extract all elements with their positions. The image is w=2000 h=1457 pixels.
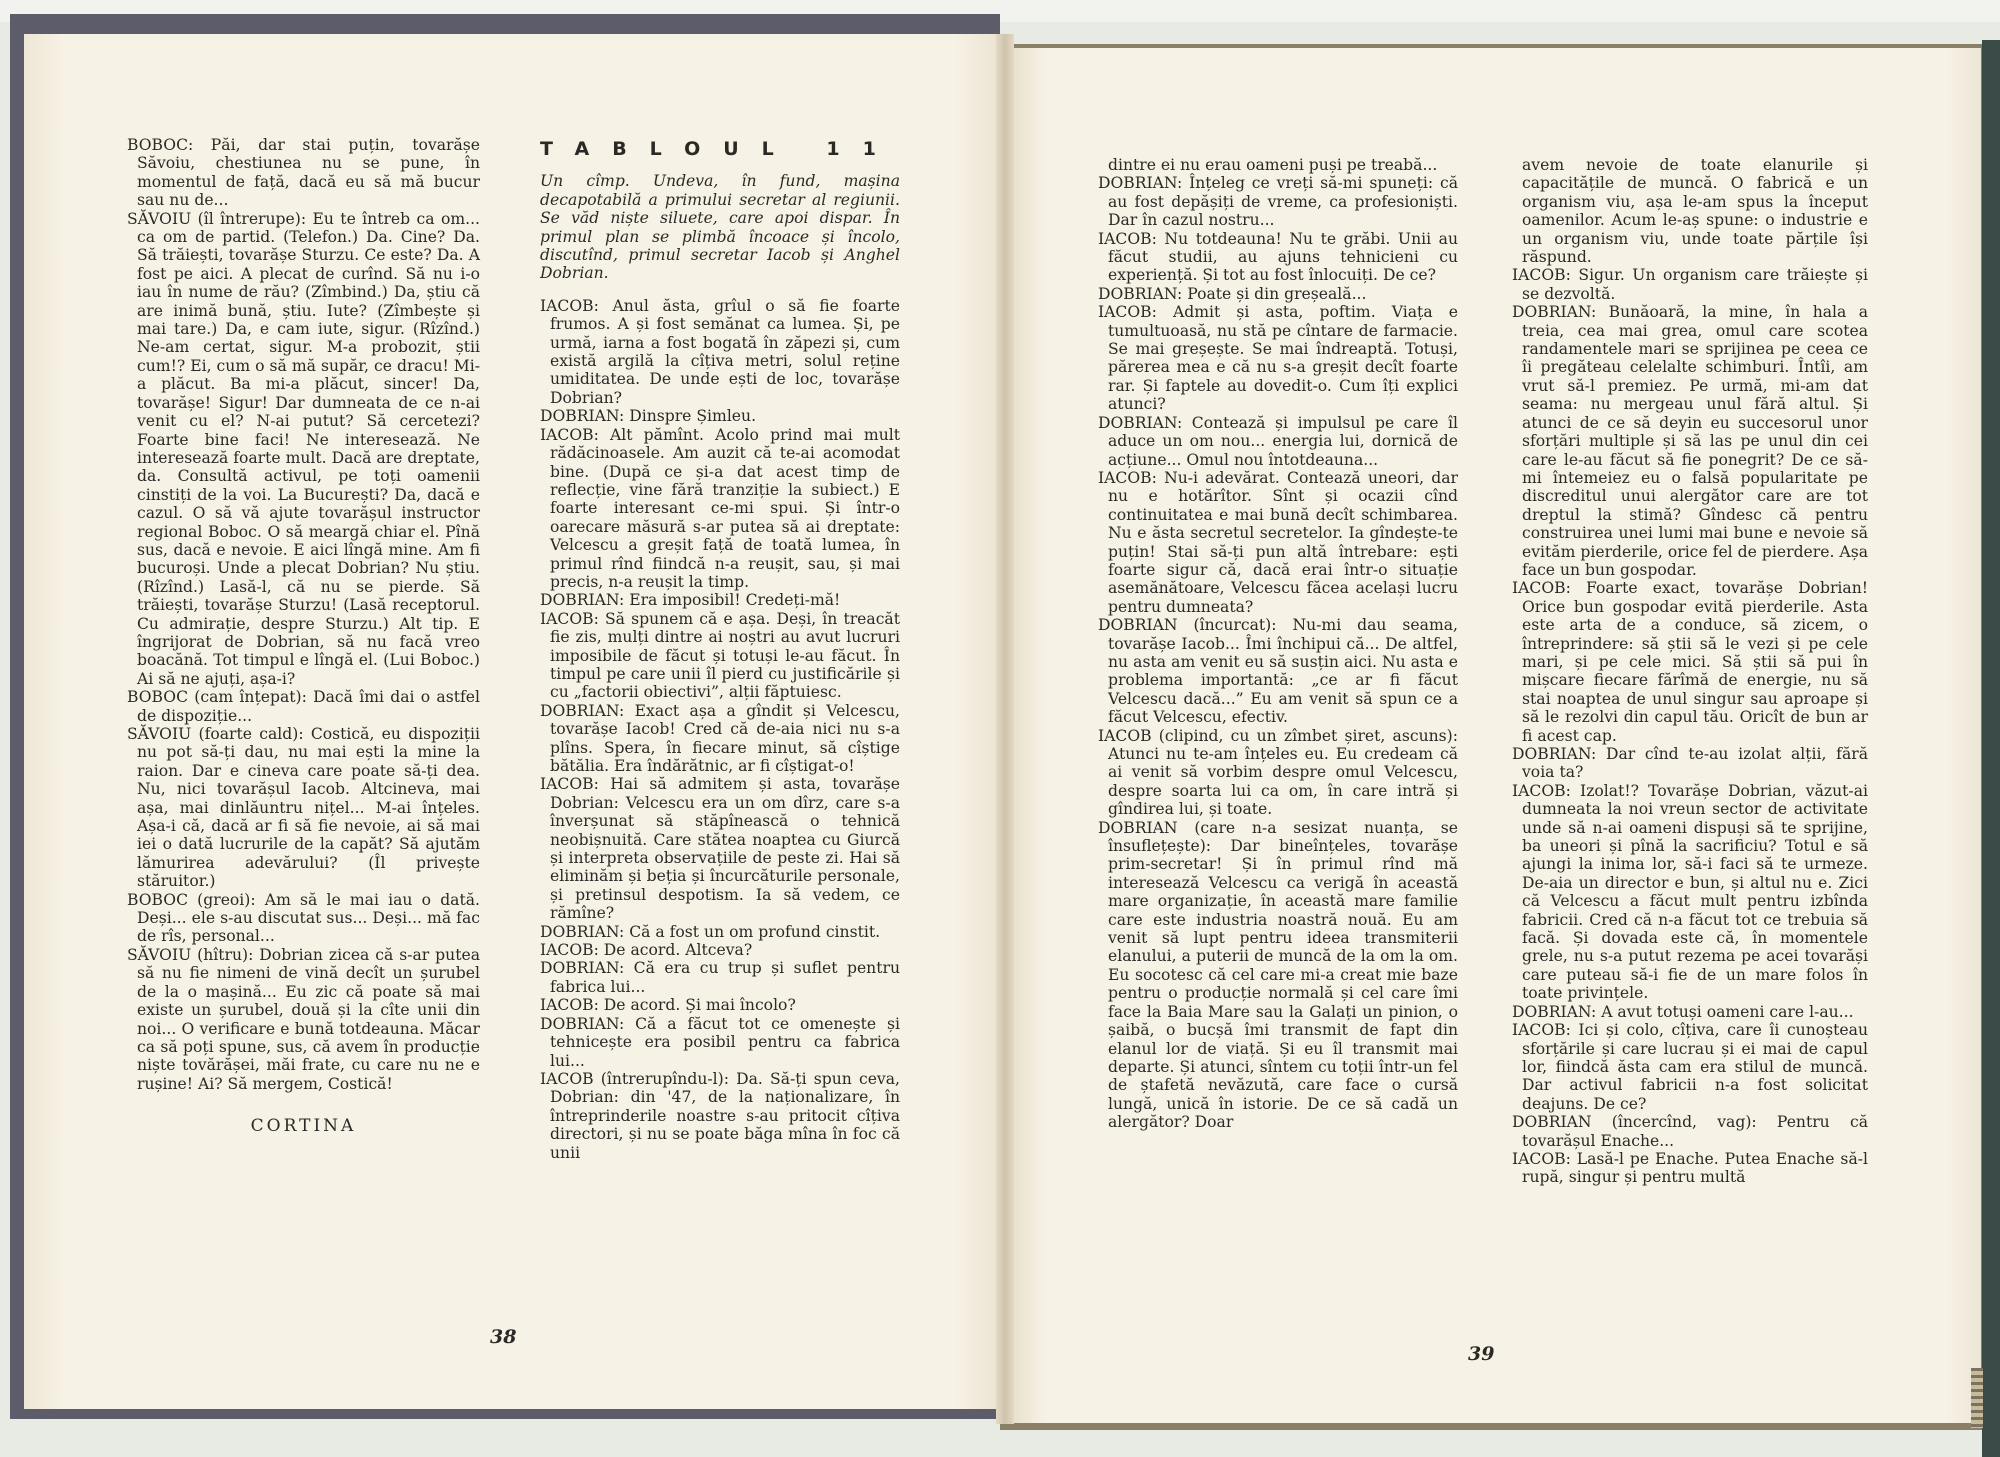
dialogue-line: avem nevoie de toate elanurile și capacitățile de muncă. O fabrică e un organism viu, așa le-am spus la început oamenilor. Acum le-aș spune: o industrie e un organism viu, unde toate părțile își răspund. [1522, 156, 1868, 267]
dialogue-line: IACOB: Anul ăsta, grîul o să fie foarte frumos. A și fost semănat ca lumea. Și, pe urmă, iarna a fost bogată în zăpezi și, cum există argilă la cîțiva metri, solul reține umiditatea. De unde ești de loc, tovarășe Dobrian? [540, 296, 900, 407]
dialogue-line: IACOB: Sigur. Un organism care trăiește și se dezvoltă. [1512, 266, 1868, 303]
dialogue-line: IACOB: Alt pămînt. Acolo prind mai mult rădăcinoasele. Am auzit că te-ai acomodat bine. (După ce și-a dat acest timp de reflecție, vine fără tranziție la subiect.) E foarte interesant ce-mi spui. Și într-o oarecare măsură s-ar putea să ai dreptate: Velcescu a greșit față de toată lumea, în primul rînd fiindcă n-a reușit, sau, și mai precis, n-a reușit la timp. [540, 425, 900, 591]
dialogue-line: DOBRIAN: Dar cînd te-au izolat alții, fără voia ta? [1512, 745, 1868, 782]
stage-direction: Un cîmp. Undeva, în fund, mașina decapotabilă a primului secretar al regiunii. Se văd niște siluete, care apoi dispar. În primul plan se plimbă încoace și încolo, discutînd, primul secretar Iacob și Anghel Dobrian. [540, 172, 900, 283]
dialogue-line: IACOB: De acord. Și mai încolo? [540, 996, 796, 1015]
dialogue-line: DOBRIAN (care n-a sesizat nuanța, se însuflețește): Dar bineînțeles, tovarășe prim-secretar! Și în primul rînd mă interesează Velcescu ca verigă în această mare organizație, în această mare familie care este industria noastră nouă. Eu am venit să lupt pentru ideea transmiterii elanului, a puterii de muncă de la om la om. Eu socotesc că cel care mi-a creat mie baze pentru o producție normală și cel care îmi face la Baia Mare sau la Galați un pinion, o șaibă, o bucșă îmi transmit de fapt din elanul lor de viață. Și eu îl transmit mai departe. Și atunci, sîntem cu toții într-un fel de ștafetă nevăzută, care face o cursă lungă, unică în istorie. De ce să cadă un alergător? Doar [1098, 818, 1458, 1132]
right-column-1 [1098, 156, 1458, 1132]
dialogue-line: SĂVOIU (hîtru): Dobrian zicea că s-ar putea să nu fie nimeni de vină decît un șurubel de la o mașină... Eu zic că poate să mai existe un șurubel, două și la cîte unii din noi... O verificare e bună totdeauna. Măcar ca să poți spune, sus, că avem în producție niște tovărășei, măi frate, cu care nu ne e rușine! Ai? Să mergem, Costică! [127, 945, 480, 1093]
dialogue-line: DOBRIAN: Bunăoară, la mine, în hala a treia, cea mai grea, omul care scotea randamentele mari se sprijinea pe ceea ce îi pregăteau celelalte schimburi. Întîi, am vrut să-l premiez. Pe urmă, mi-am dat seama: nu mergeau unul fără altul. Și atunci de ce să deyin eu succesorul unor sforțări multiple și să las pe unul din cei care le-au făcut să fie ponegrit? De ce să-mi întemeiez eu o falsă popularitate pe discreditul unui alergător care are tot dreptul la stimă? Gîndesc că pentru construirea unei lumi mai bune e nevoie să evităm pierderile, orice fel de pierdere. Așa face un bun gospodar. [1512, 303, 1868, 579]
scene-heading: TABLOUL 11 [540, 138, 899, 160]
dialogue-line: DOBRIAN: Era imposibil! Credeți-mă! [540, 591, 841, 610]
dialogue-line: IACOB: De acord. Altceva? [540, 941, 753, 960]
dialogue-line: IACOB: Nu-i adevărat. Contează uneori, dar nu e hotărîtor. Sînt și ocazii cînd continuitatea e mai bună decît schimbarea. Nu e ăsta secretul secretelor. Ia gîndește-te puțin! Stai să-ți pun altă întrebare: ești foarte sigur că, dacă erai într-o situație asemănătoare, Velcescu făcea același lucru pentru dumneata? [1098, 468, 1458, 616]
left-column-2 [540, 140, 900, 1162]
right-column-2 [1512, 156, 1868, 1187]
dialogue-line: IACOB: Hai să admitem și asta, tovarășe Dobrian: Velcescu era un om dîrz, care s-a înverșunat să stăpînească o tehnică neobișnuită. Care stătea noaptea cu Giurcă și interpreta observațiile de peste zi. Hai să eliminăm și beția și încurcăturile personale, și pretinsul despotism. Ia să vedem, ce rămîne? [540, 775, 900, 923]
curtain-direction: CORTINA [250, 1116, 357, 1137]
dialogue-line: IACOB: Să spunem că e așa. Deși, în treacăt fie zis, mulți dintre ai noștri au avut lucruri imposibile de făcut și totuși le-au făcut. În timpul pe care unii îl pierd cu justificările și cu „factorii obiectivi”, alții făptuiesc. [540, 609, 900, 702]
dialogue-line: BOBOC (cam înțepat): Dacă îmi dai o astfel de dispoziție... [127, 688, 480, 725]
book-edge [1982, 40, 2000, 1457]
dialogue-line: BOBOC (greoi): Am să le mai iau o dată. Deși... ele s-au discutat sus... Deși... mă fac de rîs, personal... [127, 890, 480, 946]
dialogue-line: DOBRIAN: Poate și din greșeală... [1098, 284, 1367, 303]
dialogue-line: DOBRIAN: Înțeleg ce vreți să-mi spuneți: că au fost depășiți de vreme, ca profesioniști. Dar în cazul nostru... [1098, 174, 1458, 230]
dialogue-line: SĂVOIU (îl întrerupe): Eu te întreb ca om... ca om de partid. (Telefon.) Da. Cine? Da. Să trăiești, tovarășe Sturzu. Ce este? Da. A fost pe aici. A plecat de curînd. Să nu i-o iau în nume de rău? (Zîmbind.) Da, știu că are inimă bună, știu. Iute? (Zîmbește și mai tare.) Da, e cam iute, sigur. (Rîzînd.) Ne-am certat, sigur. M-a probozit, știi cum!? Ei, cum o să mă supăr, ce dracu! Mi-a plăcut. Ba mi-a plăcut, sincer! Da, tovarășe! Sigur! Dar dumneata de ce n-ai venit cu el? N-ai putut? Să cercetezi? Foarte bine faci! Ne interesează. Ne interesează foarte mult. Dacă are dreptate, da. Consultă activul, pe toți oamenii cinstiți de la voi. La București? Da, dacă e cazul. O să vă ajute tovarășul instructor regional Boboc. O să meargă chiar el. Pînă sus, dacă e nevoie. E aici lîngă mine. Am fi bucuroși. Unde a plecat Dobrian? Nu știu. (Rîzînd.) Lasă-l, că nu se pierde. Să trăiești, tovarășe Sturzu! (Lasă receptorul. Cu admirație, despre Sturzu.) Alt tip. E îngrijorat de Dobrian, să nu facă vreo boacănă. Tot timpul e lîngă el. (Lui Boboc.) Ai să ne ajuți, așa-i? [127, 209, 480, 688]
dialogue-line: DOBRIAN (încurcat): Nu-mi dau seama, tovarășe Iacob... Îmi închipui că... De altfel, nu asta am venit eu să susțin aici. Nu asta e problema importantă: „ce ar fi făcut Velcescu dacă...” Eu am venit să spun ce a făcut Velcescu, efectiv. [1098, 616, 1458, 727]
dialogue-line: IACOB: Lasă-l pe Enache. Putea Enache să-l rupă, singur și pentru multă [1512, 1149, 1868, 1187]
dialogue-line: DOBRIAN: Dinspre Șimleu. [540, 407, 757, 426]
dialogue-line: IACOB: Foarte exact, tovarășe Dobrian! Orice bun gospodar evită pierderile. Asta este arta de a conduce, să zicem, o întreprindere: să știi să le vezi și pe cele mari, și pe cele mici. Să știi să pui în mișcare fiecare fărîmă de energie, nu să stai noaptea de unul singur sau aproape și să le rezolvi din capul tău. Oricît de bun ar fi acest cap. [1512, 579, 1868, 745]
dialogue-line: DOBRIAN (încercînd, vag): Pentru că tovarășul Enache... [1512, 1113, 1868, 1150]
dialogue-line: DOBRIAN: A avut totuși oameni care l-au... [1512, 1002, 1854, 1021]
dialogue-line: SĂVOIU (foarte cald): Costică, eu dispoziții nu pot să-ți dau, nu mai ești la mine la raion. Dar e cineva care poate să-ți dea. Nu, nici tovarășul Iacob. Altcineva, mai așa, mai dinlăuntru nițel... M-ai înțeles. Așa-i că, dacă ar fi să fie nevoie, ai să mai iei o dată lucrurile de la capăt? Să ajutăm lămurirea adevărului? (Îl privește stăruitor.) [127, 725, 480, 891]
dialogue-line: IACOB: Nu totdeauna! Nu te grăbi. Unii au făcut studii, au ajuns tehnicieni cu experiență. Și tot au fost înlocuiți. De ce? [1098, 229, 1458, 285]
dialogue-line: DOBRIAN: Contează și impulsul pe care îl aduce un om nou... energia lui, dornică de acțiune... Omul nou întotdeauna... [1098, 413, 1458, 469]
dialogue-line: BOBOC: Păi, dar stai puțin, tovarășe Săvoiu, chestiunea nu se pune, în momentul de față, dacă eu să mă bucur sau nu de... [127, 136, 480, 210]
left-column-1 [127, 136, 480, 1136]
page-number-left: 38 [490, 1326, 517, 1348]
dialogue-line: DOBRIAN: Exact așa a gîndit și Velcescu, tovarășe Iacob! Cred că de-aia nici nu s-a plîns. Spera, în fiecare minut, să cîștige bătălia. Era îndărătnic, ar fi cîștigat-o! [540, 701, 900, 775]
dialogue-line: dintre ei nu erau oameni puși pe treabă... [1108, 156, 1438, 174]
dialogue-line: DOBRIAN: Că era cu trup și suflet pentru fabrica lui... [540, 959, 900, 996]
dialogue-line: IACOB (întrerupîndu-l): Da. Să-ți spun ceva, Dobrian: din '47, de la naționalizare, în întreprinderile noastre s-au pritocit cîțiva directori, și nu se poate băga mîna în foc că unii [540, 1069, 900, 1162]
page-number-right: 39 [1468, 1343, 1495, 1365]
page-edge-marks [1971, 1368, 1983, 1428]
dialogue-line: DOBRIAN: Că a fost un om profund cinstit. [540, 922, 881, 941]
dialogue-line: IACOB: Izolat!? Tovarășe Dobrian, văzut-ai dumneata la noi vreun sector de activitate unde să n-ai oameni dispuși să te sprijine, ba uneori și pînă la sacrificiu? Totul e să ajungi la inima lor, să-i faci să te urmeze. De-aia un director e bun, și altul nu e. Zici că Velcescu a făcut mult pentru izbînda fabricii. Cred că n-a făcut tot ce trebuia să facă. Și dovada este că, în momentele grele, nu s-a putut rezema pe acei tovarăși care puteau să-i fie de un mare folos în toate privințele. [1512, 781, 1868, 1003]
dialogue-line: IACOB (clipind, cu un zîmbet șiret, ascuns): Atunci nu te-am înțeles eu. Eu credeam că ai venit să vorbim despre omul Velcescu, despre soarta lui ca om, în care intră și gîndirea lui, și toate. [1098, 726, 1458, 819]
dialogue-line: DOBRIAN: Că a făcut tot ce omenește și tehnicește era posibil pentru ca fabrica lui... [540, 1014, 900, 1070]
book-gutter [996, 34, 1014, 1424]
dialogue-line: IACOB: Admit și asta, poftim. Viața e tumultuoasă, nu stă pe cîntare de farmacie. Se mai greșește. Se mai îndreaptă. Totuși, părerea mea e că nu s-a greșit decît foarte rar. Și faptele au dovedit-o. Cum îți explici atunci? [1098, 303, 1458, 414]
dialogue-line: IACOB: Ici și colo, cîțiva, care îi cunoșteau sforțările și care lucrau și ei mai de capul lor, fiindcă ăsta cam era stilul de muncă. Dar activul fabricii n-a fost solicitat deajuns. De ce? [1512, 1021, 1868, 1113]
